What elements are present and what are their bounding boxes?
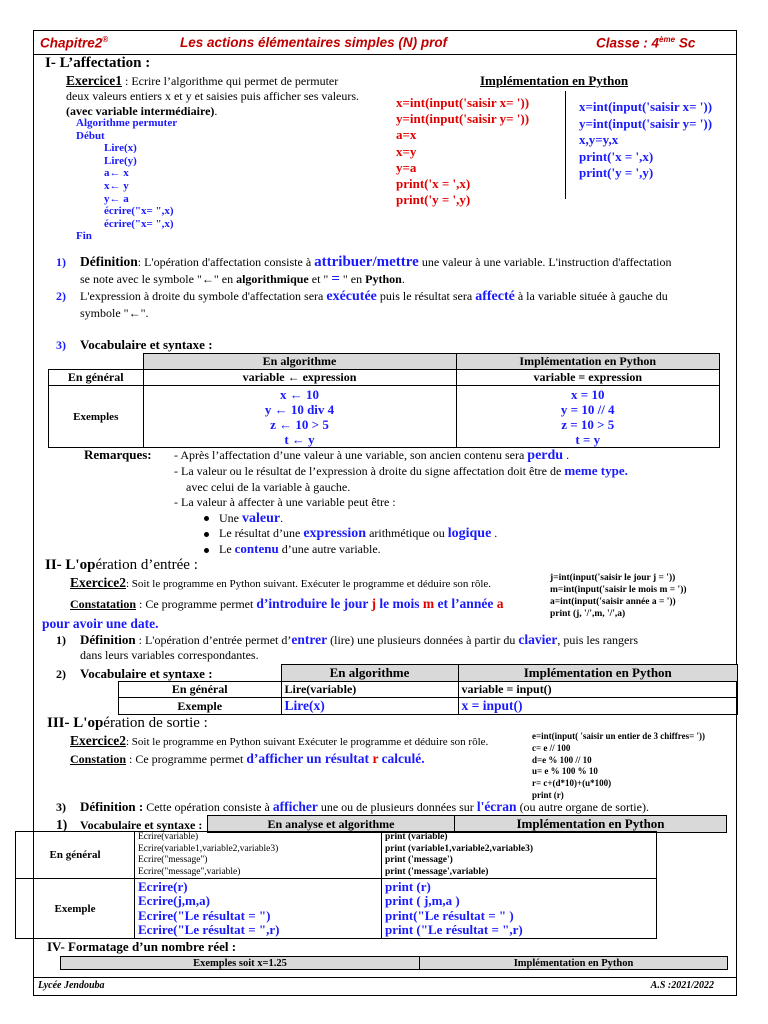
example-line: x ← 10 bbox=[280, 386, 319, 402]
algo-line: Algorithme permuter bbox=[76, 117, 178, 129]
remark-text: - Après l’affectation d’une valeur à une variable, son ancien contenu sera bbox=[174, 448, 528, 462]
constatation-highlight: d’introduire le jour bbox=[256, 596, 372, 611]
constatation-label: Constation bbox=[70, 752, 127, 766]
python-line: x=y bbox=[396, 143, 417, 159]
bullet-text: Le bbox=[219, 542, 235, 557]
algo-line: écrire("x= ",x) bbox=[104, 205, 174, 218]
constatation-2 bbox=[42, 594, 504, 634]
output-table-body bbox=[15, 831, 657, 939]
exercise-2-text: : Soit le programme en Python suivant. Exécuter le programme et déduire son rôle. bbox=[125, 578, 492, 590]
example-line: print("Le résultat = " ) bbox=[385, 907, 514, 923]
section-4-title: IV- Formatage d’un nombre réel : bbox=[47, 939, 237, 954]
definition-1-text: . bbox=[401, 272, 405, 286]
definition-input-text: , puis les rangers bbox=[557, 633, 639, 647]
python-line: c= e // 100 bbox=[532, 742, 571, 753]
syntax-line: Ecrire("message",variable) bbox=[138, 866, 241, 877]
syntax-line: print ('message') bbox=[385, 855, 453, 865]
example-line: Ecrire("Le résultat = ",r) bbox=[138, 922, 280, 937]
example-line: Ecrire("Le résultat = ") bbox=[138, 907, 271, 923]
example-line: print ("Le résultat = ",r) bbox=[385, 922, 523, 937]
definition-output-label: Définition : bbox=[80, 799, 144, 814]
vocab-1-heading bbox=[56, 336, 213, 354]
table-header-python: Implémentation en Python bbox=[455, 816, 727, 833]
definition-1-text: " en bbox=[339, 272, 366, 286]
python-line: j=int(input('saisir le jour j = ')) bbox=[550, 573, 676, 583]
definition-output-text: (ou autre organe de sortie). bbox=[516, 800, 649, 814]
python-line: m=int(input('saisir le mois m = ')) bbox=[550, 585, 687, 595]
algo-line: a← x bbox=[104, 167, 129, 180]
definition-output-text: une ou de plusieurs données sur bbox=[317, 800, 477, 814]
python-line: print('y = ',y) bbox=[396, 192, 471, 208]
python-code-input bbox=[550, 572, 687, 620]
class-label bbox=[596, 35, 695, 51]
vocab-2-title: Vocabulaire et syntaxe : bbox=[80, 666, 213, 681]
example-line: y ← 10 div 4 bbox=[264, 401, 335, 417]
table-cell: x = input() bbox=[458, 698, 738, 715]
constatation-text: : Ce programme permet bbox=[126, 752, 247, 766]
python-line: r= c+(d*10)+(u*100) bbox=[532, 778, 612, 789]
syntax-line: print (variable) bbox=[385, 832, 448, 842]
section-1-title-text: I- L’affectation : bbox=[45, 55, 151, 71]
footer-school: Lycée Jendouba bbox=[38, 980, 105, 991]
table-cell-examples-algo bbox=[143, 386, 456, 448]
definition-2 bbox=[56, 288, 668, 321]
python-line: print('x = ',x) bbox=[396, 176, 471, 192]
section-2-num: II- bbox=[45, 557, 66, 573]
vocab-1-title: Vocabulaire et syntaxe : bbox=[80, 337, 213, 352]
table-cell-empty bbox=[49, 354, 144, 370]
section-3-num: III- bbox=[47, 715, 74, 731]
exercise-1-text-2: deux valeurs entiers x et y et saisies puis afficher ses valeurs. bbox=[66, 89, 360, 103]
keyword-valeur: valeur bbox=[242, 510, 281, 526]
example-line: t = y bbox=[575, 431, 601, 447]
remark-text: - La valeur ou le résultat de l’expression à droite du signe affectation doit être de bbox=[174, 464, 565, 479]
syntax-line: Ecrire(variable) bbox=[138, 832, 199, 842]
example-line: y = 10 // 4 bbox=[560, 401, 615, 417]
table-cell: variable = input() bbox=[458, 682, 738, 698]
table-cell-general-python bbox=[382, 832, 657, 879]
page-frame bbox=[33, 30, 737, 996]
format-table bbox=[60, 956, 728, 970]
exercise-2 bbox=[70, 575, 491, 591]
bullet-text: . bbox=[491, 526, 498, 541]
constatation-text: : Ce programme permet bbox=[136, 597, 257, 611]
table-header-algo: En algorithme bbox=[143, 354, 456, 370]
keyword-algorithmique: algorithmique bbox=[236, 272, 309, 286]
constatation-highlight: et l’année bbox=[434, 596, 497, 611]
python-line: a=int(input('saisir année a = ')) bbox=[550, 597, 676, 607]
table-row-label: Exemples bbox=[49, 386, 144, 448]
variable-r: r bbox=[372, 751, 379, 766]
table-header-algo: En analyse et algorithme bbox=[208, 816, 455, 833]
constatation-label: Constatation bbox=[70, 597, 137, 611]
class-sup: ème bbox=[659, 35, 676, 44]
input-table bbox=[118, 664, 738, 715]
definition-input-number: 1) bbox=[56, 633, 66, 647]
exercise-1-text-3-end: . bbox=[214, 104, 218, 118]
python-line: print('x = ',x) bbox=[579, 148, 654, 164]
exercise-2-label: Exercice2 bbox=[70, 575, 126, 590]
affectation-table bbox=[48, 353, 720, 448]
vocab-2-number: 2) bbox=[56, 667, 66, 681]
python-line: e=int(input( 'saisir un entier de 3 chiffres= ')) bbox=[532, 731, 706, 741]
definition-input bbox=[56, 632, 638, 663]
constatation-3 bbox=[70, 751, 425, 767]
remark-text: . bbox=[563, 448, 570, 462]
example-line: z = 10 > 5 bbox=[561, 416, 615, 432]
python-line: u= e % 100 % 10 bbox=[532, 766, 598, 777]
python-block-2 bbox=[579, 99, 712, 182]
algo-line: Fin bbox=[76, 230, 92, 243]
python-line: print (r) bbox=[532, 789, 564, 800]
algo-line: y← a bbox=[104, 192, 129, 205]
keyword-attribuer: attribuer/mettre bbox=[314, 254, 419, 270]
keyword-equals: = bbox=[331, 271, 340, 287]
remarks-body bbox=[174, 448, 628, 558]
vocab-1-number: 3) bbox=[56, 338, 66, 352]
example-line: z ← 10 > 5 bbox=[270, 416, 329, 432]
keyword-clavier: clavier bbox=[518, 632, 558, 647]
definition-input-label: Définition bbox=[80, 632, 136, 647]
vocab-3-title: Vocabulaire et syntaxe : bbox=[80, 818, 203, 832]
constatation-highlight: le mois bbox=[375, 596, 423, 611]
table-cell-example-python bbox=[382, 879, 657, 939]
algo-line: Lire(y) bbox=[104, 154, 137, 167]
table-cell-empty bbox=[15, 816, 208, 833]
definition-2-text: puis le résultat sera bbox=[376, 289, 476, 303]
definition-1-number: 1) bbox=[56, 255, 66, 269]
chapter-label bbox=[40, 35, 108, 51]
section-3-title bbox=[47, 715, 208, 732]
keyword-executee: exécutée bbox=[326, 289, 377, 304]
constatation-highlight: d’afficher un résultat bbox=[246, 751, 373, 766]
example-line: print (r) bbox=[385, 878, 431, 894]
algo-line: Début bbox=[76, 129, 105, 142]
definition-output-text: Cette opération consiste à bbox=[143, 800, 273, 814]
table-header-python: Implémentation en Python bbox=[456, 354, 720, 370]
python-line: x=int(input('saisir x= ')) bbox=[396, 95, 530, 110]
section-3-title-rest: ération de sortie : bbox=[103, 715, 208, 731]
python-line: x=int(input('saisir x= ')) bbox=[579, 99, 713, 114]
definition-input-text: (lire) une plusieurs données à partir du bbox=[327, 633, 519, 647]
exercise-1-text-3: (avec variable intermédiaire) bbox=[66, 104, 215, 118]
table-cell: Lire(variable) bbox=[281, 682, 458, 698]
syntax-line: print (variable1,variable2,variable3) bbox=[385, 843, 534, 854]
bullet-text: d’une autre variable. bbox=[278, 542, 381, 557]
impl-title: Implémentation en Python bbox=[480, 73, 629, 88]
python-line: d=e % 100 // 10 bbox=[532, 754, 592, 765]
footer-divider bbox=[34, 977, 736, 978]
bullet-icon bbox=[204, 532, 209, 537]
keyword-affecte: affecté bbox=[475, 289, 515, 304]
keyword-perdu: perdu bbox=[527, 448, 564, 463]
footer-year: A.S :2021/2022 bbox=[650, 980, 714, 991]
section-2-title-rest: ération d’entrée : bbox=[95, 557, 198, 573]
table-cell: variable ← expression bbox=[143, 370, 456, 386]
algo-line: écrire("x= ",x) bbox=[104, 217, 174, 230]
syntax-line: Ecrire(variable1,variable2,variable3) bbox=[138, 843, 279, 854]
class-suffix: Sc bbox=[675, 35, 696, 51]
definition-1-text: une valeur à une variable. L'instruction d'affectation bbox=[418, 255, 672, 269]
example-line: x = 10 bbox=[571, 386, 605, 402]
algorithm-block bbox=[76, 117, 177, 243]
table-row-label: Exemple bbox=[119, 698, 282, 715]
section-3-title-bold: L'op bbox=[73, 715, 104, 731]
algo-line: x← y bbox=[104, 179, 129, 192]
bullet-icon bbox=[204, 516, 209, 521]
exercise-3 bbox=[70, 733, 488, 749]
definition-input-text: : L'opération d’entrée permet d’ bbox=[135, 633, 292, 647]
variable-a: a bbox=[496, 596, 504, 611]
keyword-meme-type: meme type. bbox=[564, 463, 628, 479]
definition-1-text: se note avec le symbole "←" en bbox=[80, 272, 237, 286]
table-cell: Lire(x) bbox=[281, 698, 458, 715]
python-code-output bbox=[532, 731, 705, 802]
remarks-title: Remarques: bbox=[84, 447, 152, 462]
keyword-entrer: entrer bbox=[291, 632, 328, 647]
definition-output-number: 3) bbox=[56, 800, 66, 814]
section-2-title bbox=[45, 557, 198, 574]
syntax-line: print ('message',variable) bbox=[385, 866, 489, 877]
table-row-label: En général bbox=[16, 832, 135, 879]
keyword-ecran: l'écran bbox=[476, 799, 517, 814]
table-cell-general-algo bbox=[135, 832, 382, 879]
table-cell-examples-python bbox=[456, 386, 720, 448]
remark-text: avec celui de la variable à gauche. bbox=[186, 479, 351, 494]
remark-text: - La valeur à affecter à une variable peut être : bbox=[174, 495, 396, 510]
bullet-text: Une bbox=[219, 510, 242, 525]
bullet-text: . bbox=[280, 510, 284, 525]
definition-1 bbox=[56, 253, 728, 288]
section-2-title-bold: L'op bbox=[65, 557, 96, 573]
table-row-label: En général bbox=[119, 682, 282, 698]
exercise-1-text-1: : Ecrire l’algorithme qui permet de permuter bbox=[121, 74, 339, 88]
python-line: y=int(input('saisir y= ')) bbox=[396, 111, 530, 127]
example-line: t ← y bbox=[284, 431, 315, 447]
table-cell: variable = expression bbox=[456, 370, 720, 386]
variable-j: j bbox=[371, 596, 376, 611]
definition-2-text: symbole "←". bbox=[80, 306, 149, 320]
definition-2-number: 2) bbox=[56, 289, 66, 303]
algo-line: Lire(x) bbox=[104, 142, 137, 155]
exercise-1 bbox=[66, 73, 359, 119]
table-header-python: Implémentation en Python bbox=[420, 957, 728, 970]
table-row-label: Exemple bbox=[16, 879, 135, 939]
python-line: print (j, '/',m, '/',a) bbox=[550, 609, 626, 619]
bullet-text: Le résultat d’une bbox=[219, 526, 304, 541]
python-line: print('y = ',y) bbox=[579, 165, 654, 181]
keyword-logique: logique bbox=[447, 526, 492, 542]
variable-m: m bbox=[422, 596, 435, 611]
constatation-highlight: calculé. bbox=[378, 751, 425, 766]
keyword-python: Python bbox=[365, 272, 402, 286]
definition-output bbox=[56, 799, 649, 815]
definition-1-label: Définition bbox=[80, 254, 138, 269]
table-row-label: En général bbox=[49, 370, 144, 386]
python-line: y=a bbox=[396, 159, 417, 175]
exercise-3-text: : Soit le programme en Python suivant Exécuter le programme et déduire son rôle. bbox=[125, 736, 489, 748]
exercise-3-label: Exercice2 bbox=[70, 733, 126, 748]
table-header-python: Implémentation en Python bbox=[458, 665, 738, 682]
python-line: y=int(input('saisir y= ')) bbox=[579, 115, 713, 131]
exercise-1-label: Exercice1 bbox=[66, 73, 122, 88]
page-title: Les actions élémentaires simples (N) prof bbox=[180, 35, 448, 50]
example-line: Ecrire(j,m,a) bbox=[138, 893, 210, 908]
bullet-icon bbox=[204, 548, 209, 553]
python-line: a=x bbox=[396, 127, 417, 143]
definition-1-text: et " bbox=[308, 272, 332, 286]
definition-2-text: L'expression à droite du symbole d'affectation sera bbox=[80, 289, 327, 303]
definition-2-text: à la variable située à gauche du bbox=[514, 289, 668, 303]
python-block-1 bbox=[396, 95, 529, 208]
python-divider bbox=[565, 91, 566, 199]
python-line: x,y=y,x bbox=[579, 132, 619, 148]
definition-input-text: dans leurs variables correspondantes. bbox=[80, 648, 259, 662]
bullet-text: arithmétique ou bbox=[366, 526, 448, 541]
table-cell-example-algo bbox=[135, 879, 382, 939]
class-text: Classe : 4 bbox=[596, 35, 660, 51]
table-header-algo: En algorithme bbox=[281, 665, 458, 682]
definition-1-text: : L'opération d'affectation consiste à bbox=[137, 255, 315, 269]
chapter-mark: ® bbox=[102, 35, 109, 44]
keyword-expression: expression bbox=[303, 526, 367, 542]
vocab-3-number: 1) bbox=[56, 817, 68, 832]
table-cell-empty bbox=[119, 665, 282, 682]
table-header-examples: Exemples soit x=1.25 bbox=[61, 957, 420, 970]
example-line: Ecrire(r) bbox=[138, 878, 188, 894]
keyword-contenu: contenu bbox=[234, 541, 279, 557]
section-1-title bbox=[45, 55, 150, 72]
example-line: print ( j,m,a ) bbox=[385, 893, 460, 908]
constatation-highlight: pour avoir une date. bbox=[42, 616, 159, 631]
chapter-text: Chapitre2 bbox=[40, 35, 103, 51]
syntax-line: Ecrire("message") bbox=[138, 855, 208, 865]
keyword-afficher: afficher bbox=[272, 799, 318, 814]
